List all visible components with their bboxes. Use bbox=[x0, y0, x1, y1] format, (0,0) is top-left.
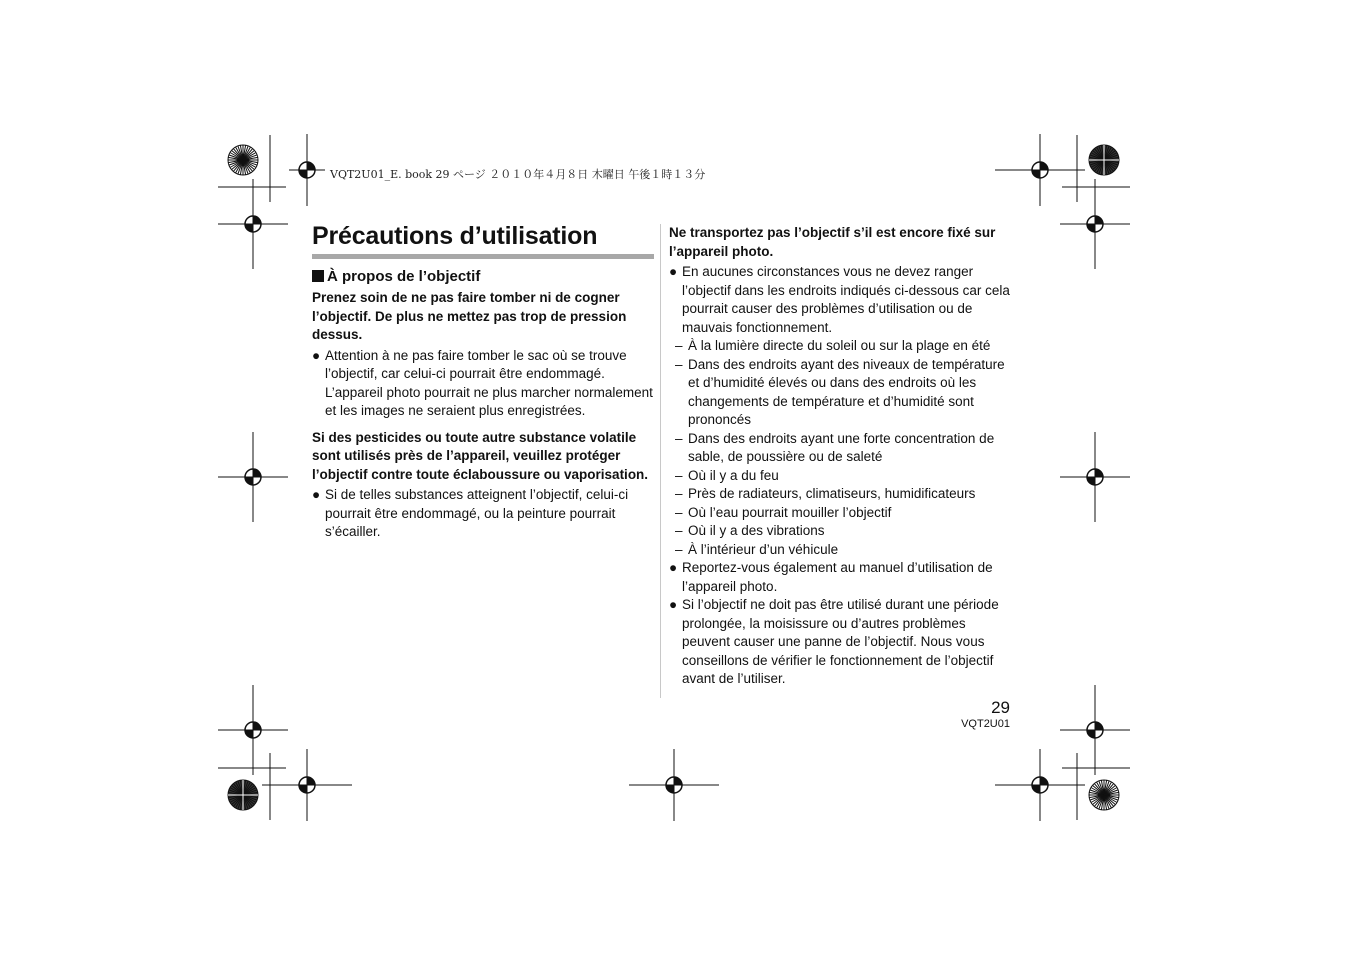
storage-place-item bbox=[669, 485, 1014, 504]
bullet-icon: ● bbox=[669, 560, 678, 575]
storage-place-text: Dans des endroits ayant une forte concentration de sable, de poussière ou de saleté bbox=[688, 430, 995, 464]
model-code: VQT2U01 bbox=[961, 718, 1010, 730]
bullet-icon: ● bbox=[312, 347, 321, 363]
storage-place-text: Dans des endroits ayant des niveaux de température et d’humidité élevés ou dans des endroits où les changements de température et d’humidité sont prononcés bbox=[688, 356, 1005, 427]
storage-place-text: À la lumière directe du soleil ou sur la plage en été bbox=[688, 338, 991, 353]
bullet-item bbox=[669, 596, 1014, 689]
bullet-text: En aucunes circonstances vous ne devez ranger l’objectif dans les endroits indiqués ci-dessous car cela pourrait causer des problèmes d’utilisation ou de mauvais fonctionnement. bbox=[682, 264, 1010, 335]
storage-place-item bbox=[669, 467, 1014, 486]
registration-target-quadrant bbox=[253, 722, 261, 730]
registration-target-quadrant bbox=[245, 730, 253, 738]
registration-target-quadrant bbox=[1087, 477, 1095, 485]
dash-marker: – bbox=[675, 430, 683, 446]
bullet-text: Attention à ne pas faire tomber le sac où se trouve l’objectif, car celui-ci pourrait être endommagé. L’appareil photo pourrait ne plus marcher normalement et les images ne seraient plus enregistrées. bbox=[325, 347, 653, 418]
bullet-item bbox=[312, 486, 654, 542]
section-heading bbox=[312, 267, 654, 287]
bullet-icon: ● bbox=[669, 597, 678, 612]
square-bullet-icon bbox=[312, 270, 324, 282]
registration-target-quadrant bbox=[674, 777, 682, 785]
bullet-text: Si l’objectif ne doit pas être utilisé durant une période prolongée, la moisissure ou d’autres problèmes peuvent causer une panne de l’objectif. Nous vous conseillons de vérifier le fonctionnement de l’objectif avant de l’utiliser. bbox=[682, 597, 999, 686]
storage-place-item bbox=[669, 430, 1014, 467]
registration-target-quadrant bbox=[299, 170, 307, 178]
transport-warning-heading: Ne transportez pas l’objectif s’il est encore fixé sur l’appareil photo. bbox=[669, 225, 996, 259]
registration-target-quadrant bbox=[253, 469, 261, 477]
page-number: 29 bbox=[991, 698, 1010, 717]
section-heading-text: À propos de l’objectif bbox=[327, 268, 481, 285]
registration-target-quadrant bbox=[253, 216, 261, 224]
pesticide-warning-paragraph: Si des pesticides ou toute autre substance volatile sont utilisés près de l’appareil, veuillez protéger l’objectif contre toute éclaboussure ou vaporisation. bbox=[312, 429, 649, 482]
registration-target-quadrant bbox=[1040, 777, 1048, 785]
storage-place-item bbox=[669, 356, 1014, 430]
title-underline-bar bbox=[312, 254, 654, 259]
bullet-text: Si de telles substances atteignent l’objectif, celui-ci pourrait être endommagé, ou la peinture pourrait s’écailler. bbox=[325, 487, 629, 539]
print-header-info: VQT2U01_E. book 29 ページ ２０１０年４月８日 木曜日 午後１時１３分 bbox=[330, 168, 706, 181]
storage-place-text: À l’intérieur d’un véhicule bbox=[688, 541, 839, 557]
storage-place-item bbox=[669, 504, 1014, 523]
bullet-icon: ● bbox=[312, 487, 321, 502]
registration-target-quadrant bbox=[307, 162, 315, 170]
dash-marker: – bbox=[675, 523, 683, 538]
registration-target-quadrant bbox=[299, 785, 307, 793]
storage-place-text: Près de radiateurs, climatiseurs, humidificateurs bbox=[688, 486, 976, 501]
right-column bbox=[669, 224, 1014, 689]
bullet-item bbox=[312, 347, 654, 421]
storage-place-text: Où il y a des vibrations bbox=[688, 523, 825, 538]
column-divider bbox=[660, 224, 661, 698]
registration-target-quadrant bbox=[666, 785, 674, 793]
bullet-item bbox=[669, 263, 1014, 337]
drop-warning-paragraph: Prenez soin de ne pas faire tomber ni de cogner l’objectif. De plus ne mettez pas trop de pression dessus. bbox=[312, 290, 627, 342]
registration-target-quadrant bbox=[245, 224, 253, 232]
registration-target-quadrant bbox=[307, 777, 315, 785]
registration-target-quadrant bbox=[245, 477, 253, 485]
registration-target-quadrant bbox=[1032, 170, 1040, 178]
storage-place-text: Où l’eau pourrait mouiller l’objectif bbox=[688, 504, 892, 520]
dash-marker: – bbox=[675, 338, 683, 353]
bullet-text: Reportez-vous également au manuel d’utilisation de l’appareil photo. bbox=[682, 560, 993, 594]
registration-target-quadrant bbox=[1032, 785, 1040, 793]
bullet-item bbox=[669, 559, 1014, 596]
bullet-icon: ● bbox=[669, 264, 678, 279]
storage-place-text: Où il y a du feu bbox=[688, 467, 779, 483]
dash-marker: – bbox=[675, 467, 683, 483]
page-title: Précautions d’utilisation bbox=[312, 222, 598, 250]
registration-target-quadrant bbox=[1087, 730, 1095, 738]
left-column bbox=[312, 220, 654, 542]
registration-target-quadrant bbox=[1095, 469, 1103, 477]
dash-marker: – bbox=[675, 504, 683, 520]
dash-marker: – bbox=[675, 541, 683, 557]
storage-place-item bbox=[669, 337, 1014, 356]
registration-target-quadrant bbox=[1095, 722, 1103, 730]
dash-marker: – bbox=[675, 486, 683, 501]
registration-target-quadrant bbox=[1095, 216, 1103, 224]
registration-target-quadrant bbox=[1087, 224, 1095, 232]
storage-place-item bbox=[669, 541, 1014, 560]
registration-target-quadrant bbox=[1040, 162, 1048, 170]
dash-marker: – bbox=[675, 356, 683, 372]
storage-place-item bbox=[669, 522, 1014, 541]
